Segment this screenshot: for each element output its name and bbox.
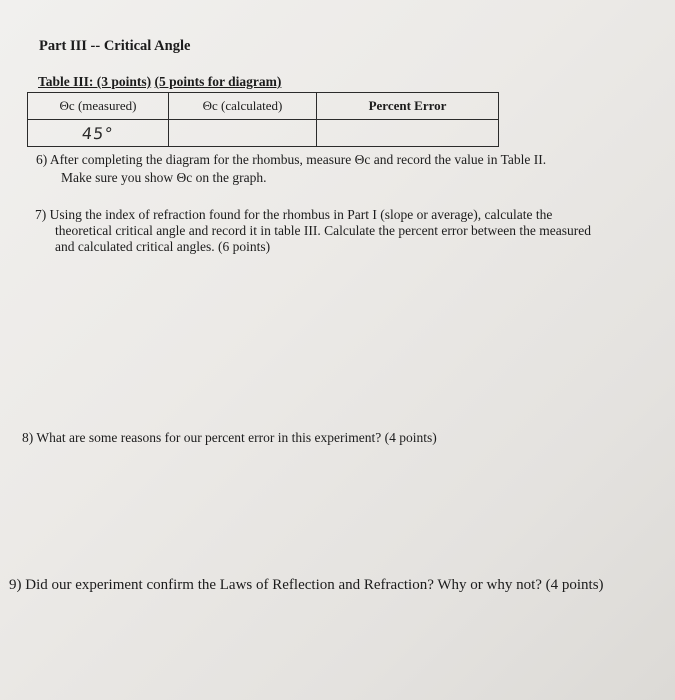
cell-percent-error[interactable]: [317, 120, 499, 147]
table-row: [28, 120, 499, 147]
table-caption-diagram-points: (5 points for diagram): [154, 74, 282, 89]
header-calculated: Θc (calculated): [169, 93, 317, 120]
cell-calculated[interactable]: [169, 120, 317, 147]
critical-angle-table: [27, 92, 499, 147]
table-caption: [38, 74, 281, 90]
question-7-line-2: theoretical critical angle and record it in table III. Calculate the percent error between the measured: [55, 223, 591, 238]
question-9: 9) Did our experiment confirm the Laws of Reflection and Refraction? Why or why not? (4 points): [9, 577, 604, 593]
cell-measured[interactable]: [28, 120, 169, 147]
question-6-line-2: Make sure you show Θc on the graph.: [61, 170, 267, 185]
table-caption-label: Table III: (3 points): [38, 74, 152, 89]
table-header-row: [28, 93, 499, 120]
question-6-line-1: 6) After completing the diagram for the rhombus, measure Θc and record the value in Table II.: [36, 152, 547, 167]
section-heading: Part III -- Critical Angle: [39, 38, 191, 54]
question-7-line-1: 7) Using the index of refraction found for the rhombus in Part I (slope or average), calculate the: [35, 207, 553, 222]
question-7-line-3: and calculated critical angles. (6 points): [55, 239, 271, 254]
handwritten-measured-value: 45°: [81, 123, 115, 143]
header-measured: Θc (measured): [28, 93, 169, 120]
question-8: 8) What are some reasons for our percent error in this experiment? (4 points): [22, 430, 437, 445]
header-percent-error: Percent Error: [317, 93, 499, 120]
